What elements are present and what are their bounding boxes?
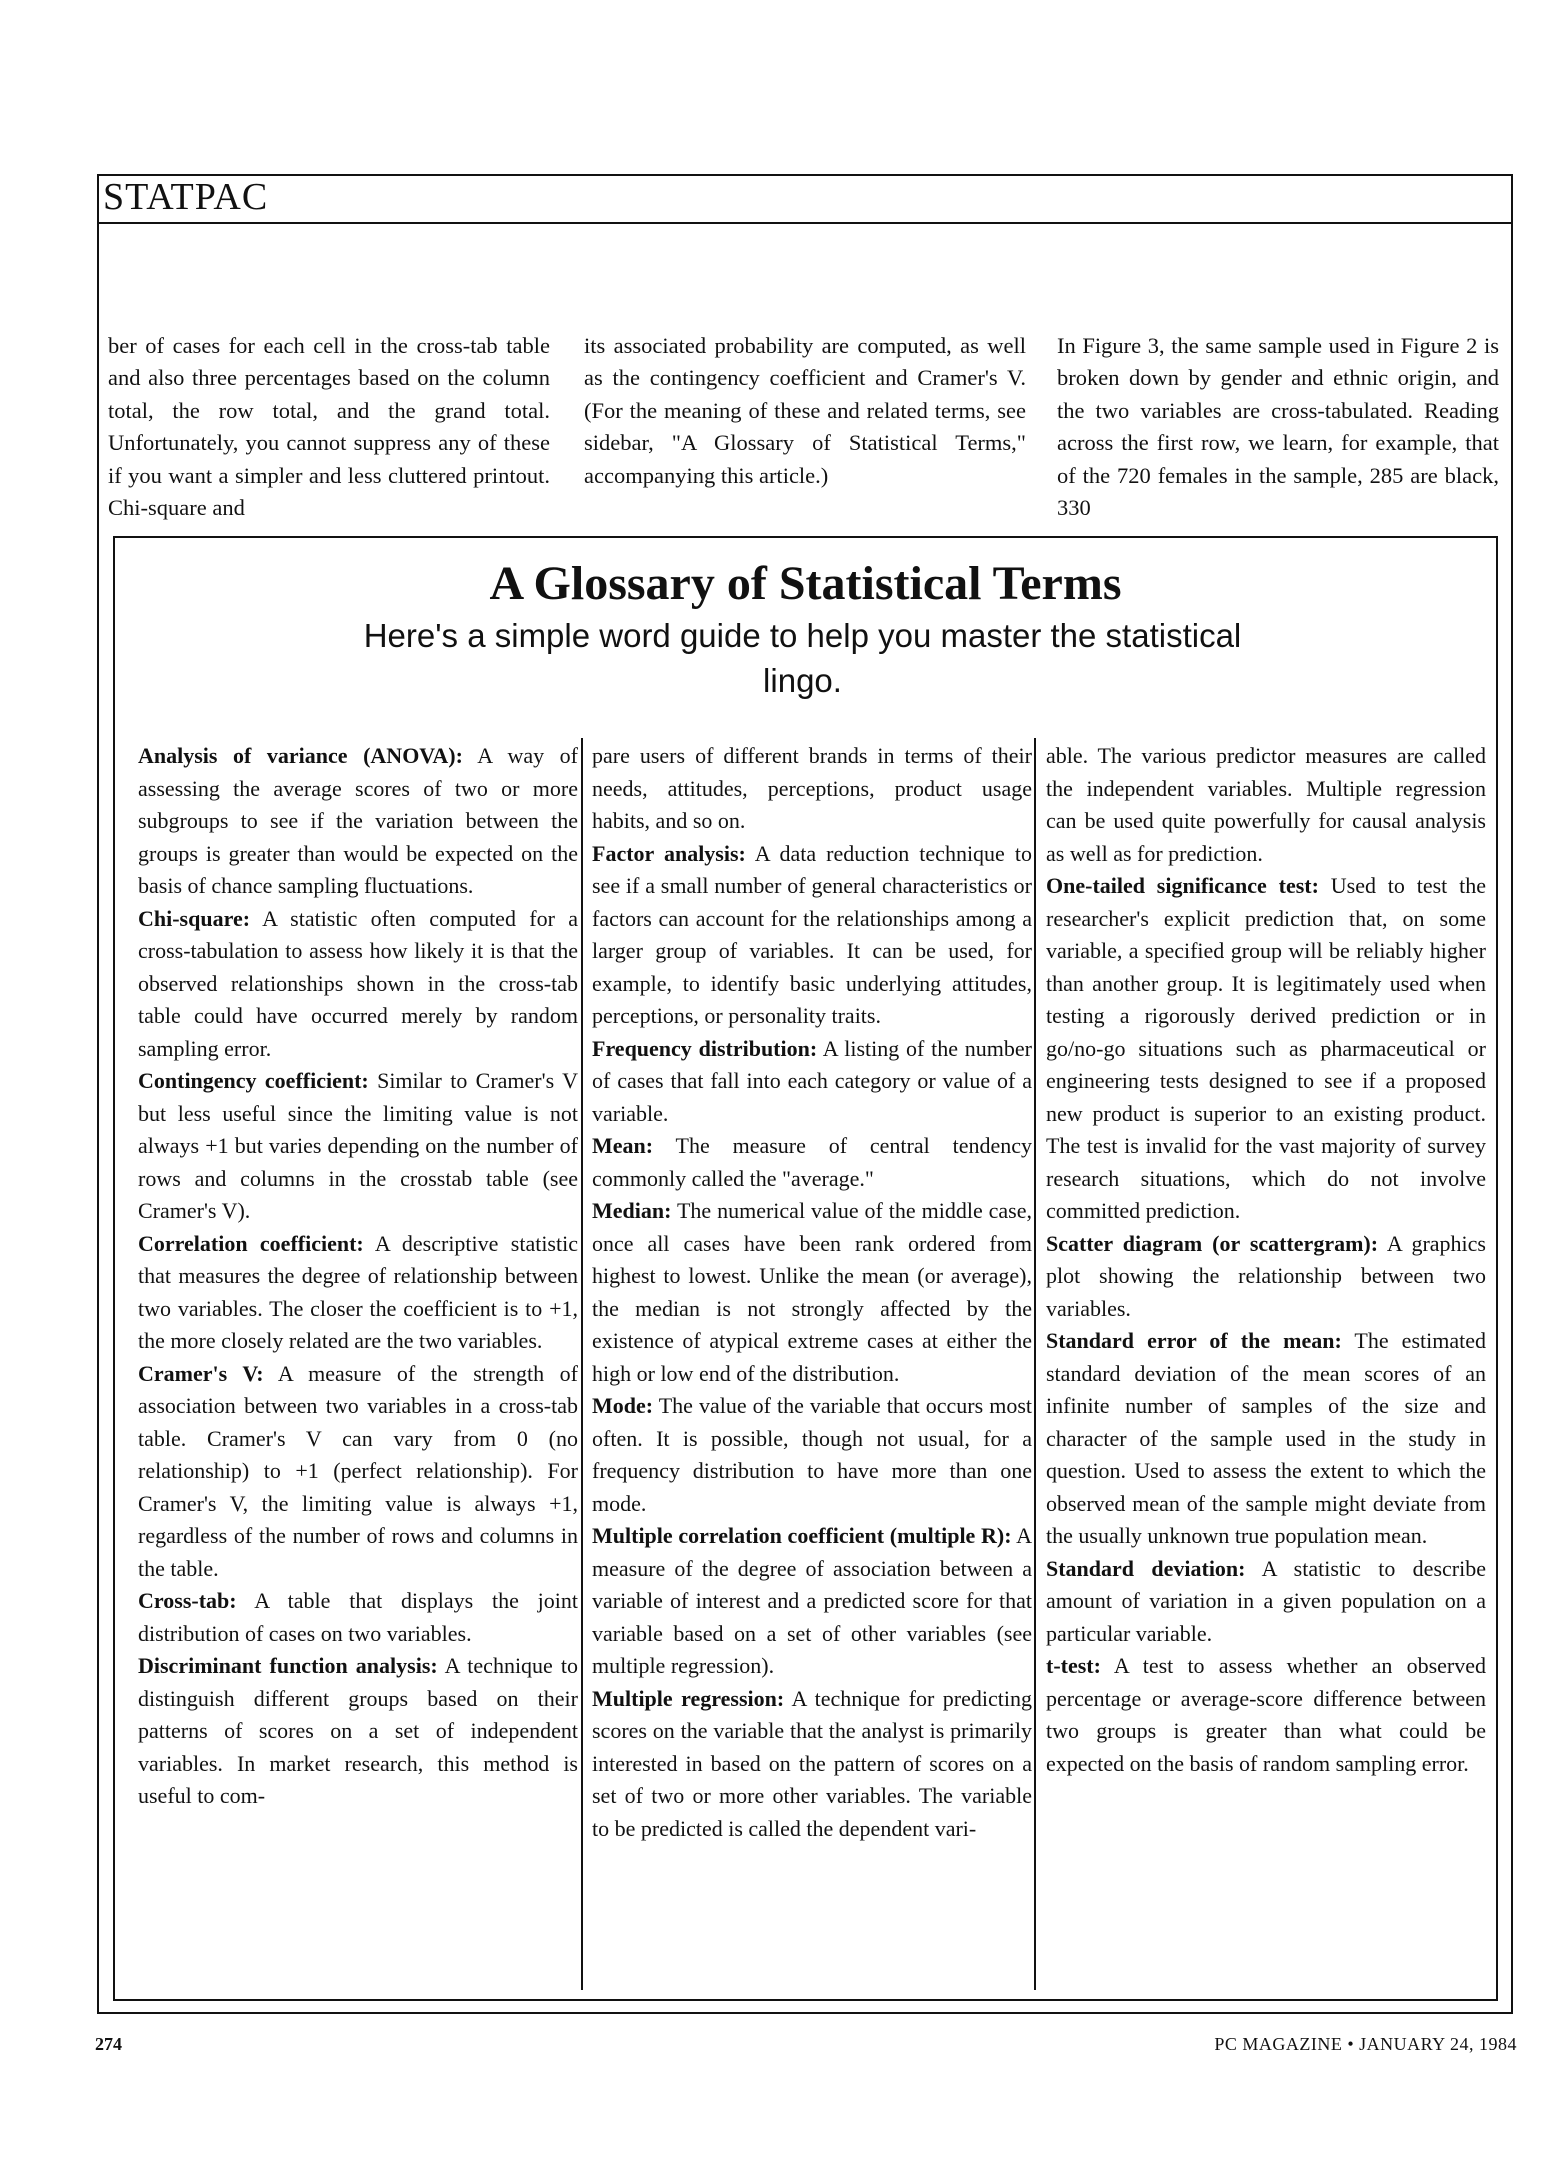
- glossary-definition: A descriptive statistic that measures the degree of relationship between two variables. The closer the coefficient is to +1, the more closely related are the two variables.: [138, 1230, 578, 1353]
- intro-column-1: ber of cases for each cell in the cross-tab table and also three percentages based on the column total, the row total, and the grand total. Unfortunately, you cannot suppress any of these if you want a simpler and less cluttered printout. Chi-square and: [108, 333, 550, 521]
- glossary-definition: A statistic to describe amount of variation in a given population on a particular variable.: [1046, 1555, 1486, 1646]
- glossary-entry: [592, 1195, 1032, 1390]
- glossary-entry: [592, 1683, 1032, 1846]
- glossary-entry: [1046, 1650, 1486, 1780]
- glossary-definition: A way of assessing the average scores of two or more subgroups to see if the variation between the groups is greater than would be expected on the basis of chance sampling fluctuations.: [138, 743, 578, 898]
- glossary-entry: [592, 1520, 1032, 1683]
- glossary-term: One-tailed significance test:: [1046, 873, 1319, 898]
- glossary-definition: A graphics plot showing the relationship between two variables.: [1046, 1230, 1486, 1321]
- glossary-definition: The numerical value of the middle case, once all cases have been rank ordered from highest to lowest. Unlike the mean (or average), the median is not strongly affected by the existence of atypical extreme cases at either the high or low end of the distribution.: [592, 1198, 1032, 1386]
- glossary-entry: [138, 1650, 578, 1813]
- glossary-definition: A technique to distinguish different groups based on their patterns of scores on a set of independent variables. In market research, this method is useful to com-: [138, 1653, 578, 1808]
- glossary-entry: [138, 1228, 578, 1358]
- glossary-entry: [1046, 1553, 1486, 1651]
- glossary-entry: [592, 838, 1032, 1033]
- glossary-entry: [1046, 740, 1486, 870]
- section-header: [97, 174, 1513, 224]
- glossary-definition: Used to test the researcher's explicit prediction that, on some variable, a specified group will be reliably higher than another group. It is legitimately used when testing a rigorously derived prediction or in go/no-go situations such as pharmaceutical or engineering tests designed to see if a proposed new product is superior to an existing product. The test is invalid for the vast majority of survey research situations, which do not involve committed prediction.: [1046, 873, 1486, 1223]
- publication-info: PC MAGAZINE • JANUARY 24, 1984: [1214, 2034, 1517, 2054]
- glossary-term: Contingency coefficient:: [138, 1068, 369, 1093]
- section-title: STATPAC: [103, 176, 269, 218]
- intro-column-2: its associated probability are computed, as well as the contingency coefficient and Cramer's V. (For the meaning of these and related terms, see sidebar, "A Glossary of Statistical Terms," accompanying this article.): [584, 333, 1026, 488]
- column-divider: [1034, 738, 1036, 1990]
- glossary-column-1: [138, 740, 578, 1813]
- glossary-definition: Similar to Cramer's V but less useful since the limiting value is not always +1 but varies depending on the number of rows and columns in the crosstab table (see Cramer's V).: [138, 1068, 578, 1223]
- glossary-term: Mean:: [592, 1133, 654, 1158]
- glossary-term: Mode:: [592, 1393, 654, 1418]
- glossary-entry: [138, 1065, 578, 1228]
- glossary-definition: A measure of the strength of association between two variables in a cross-tab table. Cramer's V can vary from 0 (no relationship) to +1 (perfect relationship). For Cramer's V, the limiting value is always +1, regardless of the number of rows and columns in the table.: [138, 1360, 578, 1581]
- glossary-term: Correlation coefficient:: [138, 1230, 364, 1256]
- glossary-term: Multiple correlation coefficient (multiple R):: [592, 1523, 1012, 1548]
- glossary-definition: A listing of the number of cases that fall into each category or value of a variable.: [592, 1035, 1032, 1126]
- glossary-term: Multiple regression:: [592, 1685, 785, 1711]
- page-number: 274: [95, 2034, 122, 2054]
- glossary-entry: [1046, 1228, 1486, 1326]
- glossary-entry: [1046, 1325, 1486, 1553]
- glossary-definition: A data reduction technique to see if a small number of general characteristics or factors can account for the relationships among a larger group of variables. It can be used, for example, to identify basic underlying attitudes, perceptions, or personality traits.: [592, 840, 1032, 1028]
- glossary-entry: [138, 740, 578, 903]
- glossary-entry: [138, 1585, 578, 1650]
- glossary-definition: able. The various predictor measures are called the independent variables. Multiple regression can be used quite powerfully for causal analysis as well as for prediction.: [1046, 743, 1486, 866]
- glossary-entry: [138, 903, 578, 1066]
- glossary-term: t-test:: [1046, 1653, 1101, 1678]
- glossary-entry: [592, 740, 1032, 838]
- glossary-definition: pare users of different brands in terms of their needs, attitudes, perceptions, product usage habits, and so on.: [592, 743, 1032, 833]
- glossary-term: Standard deviation:: [1046, 1555, 1246, 1581]
- glossary-definition: A statistic often computed for a cross-tabulation to assess how likely it is that the observed relationships shown in the cross-tab table could have occurred merely by random sampling error.: [138, 905, 578, 1061]
- glossary-entry: [592, 1130, 1032, 1195]
- glossary-entry: [592, 1033, 1032, 1131]
- glossary-column-2: [592, 740, 1032, 1845]
- glossary-term: Factor analysis:: [592, 840, 746, 866]
- glossary-term: Frequency distribution:: [592, 1035, 818, 1061]
- glossary-term: Chi-square:: [138, 905, 251, 931]
- glossary-term: Cross-tab:: [138, 1588, 237, 1613]
- glossary-term: Median:: [592, 1198, 672, 1223]
- glossary-definition: The measure of central tendency commonly called the "average.": [592, 1133, 1032, 1191]
- glossary-definition: A test to assess whether an observed percentage or average-score difference between two groups is greater than what could be expected on the basis of random sampling error.: [1046, 1653, 1486, 1776]
- glossary-term: Discriminant function analysis:: [138, 1653, 438, 1678]
- glossary-entry: [1046, 870, 1486, 1228]
- glossary-definition: A technique for predicting scores on the variable that the analyst is primarily interested in based on the pattern of scores on a set of two or more other variables. The variable to be predicted is called the dependent vari-: [592, 1685, 1032, 1841]
- glossary-title: A Glossary of Statistical Terms: [489, 557, 1122, 610]
- glossary-column-3: [1046, 740, 1486, 1780]
- glossary-definition: The value of the variable that occurs most often. It is possible, though not usual, for a frequency distribution to have more than one mode.: [592, 1393, 1032, 1516]
- glossary-subtitle: Here's a simple word guide to help you master the statistical lingo.: [363, 617, 1242, 699]
- intro-column-3: In Figure 3, the same sample used in Figure 2 is broken down by gender and ethnic origin, and the two variables are cross-tabulated. Reading across the first row, we learn, for example, that of the 720 females in the sample, 285 are black, 330: [1057, 333, 1499, 521]
- glossary-term: Analysis of variance (ANOVA):: [138, 743, 463, 768]
- glossary-definition: A measure of the degree of association between a variable of interest and a predicted score for that variable based on a set of other variables (see multiple regression).: [592, 1523, 1032, 1678]
- glossary-entry: [138, 1358, 578, 1586]
- glossary-term: Scatter diagram (or scattergram):: [1046, 1230, 1379, 1256]
- glossary-term: Cramer's V:: [138, 1360, 264, 1386]
- glossary-entry: [592, 1390, 1032, 1520]
- glossary-definition: A table that displays the joint distribution of cases on two variables.: [138, 1588, 578, 1646]
- glossary-term: Standard error of the mean:: [1046, 1328, 1342, 1353]
- column-divider: [581, 738, 583, 1990]
- glossary-definition: The estimated standard deviation of the mean scores of an infinite number of samples of the size and character of the sample used in the study in question. Used to assess the extent to which the observed mean of the sample might deviate from the usually unknown true population mean.: [1046, 1328, 1486, 1548]
